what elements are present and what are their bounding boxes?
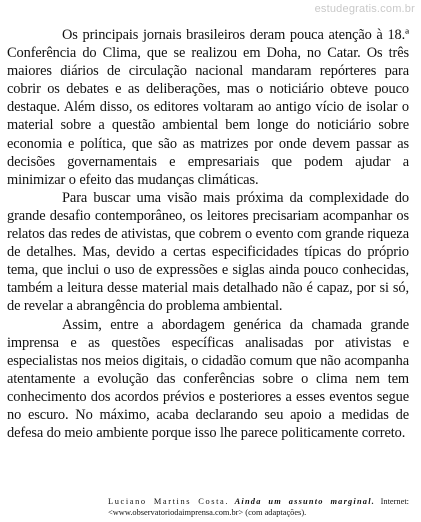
citation-source: Internet: <www.observatoriodaimprensa.com.br> (com adaptações).: [108, 497, 409, 517]
citation-author: Luciano Martins Costa.: [108, 497, 230, 506]
site-watermark: estudegratis.com.br: [314, 3, 415, 15]
paragraph-3: Assim, entre a abordagem genérica da chamada grande imprensa e as questões específicas analisadas por ativistas e especialistas nos meios digitais, o cidadão comum que não acompanha atentamente a evolução das conferências sobre o clima nem tem conhecimento dos acordos prévios e posteriores a esses eventos segue no escuro. No máximo, acaba declarando seu apoio a medidas de defesa do meio ambiente porque isso lhe parece politicamente correto.: [7, 316, 409, 442]
article-text: [7, 26, 409, 442]
paragraph-2: Para buscar uma visão mais próxima da complexidade do grande desafio contemporâneo, os leitores precisariam acompanhar os relatos das redes de ativistas, que cobrem o evento com grande riqueza de detalhes. Mas, devido a certas especificidades típicas do próprio tema, que inclui o uso de expressões e siglas ainda pouco conhecidas, também a leitura desse material mais detalhado não é capaz, por si só, de revelar a abrangência do problema ambiental.: [7, 189, 409, 315]
source-citation: [108, 497, 409, 518]
paragraph-1: Os principais jornais brasileiros deram pouca atenção à 18.ª Conferência do Clima, que se realizou em Doha, no Catar. Os três maiores diários de circulação nacional mandaram repórteres para cobrir os debates e as deliberações, mas o noticiário obteve pouco destaque. Além disso, os editores voltaram ao antigo vício de isolar o material sobre a questão ambiental bem longe do noticiário sobre economia e política, que são as matrizes por onde devem passar as decisões governamentais e empresariais que podem ajudar a minimizar o efeito das mudanças climáticas.: [7, 27, 409, 188]
citation-title: Ainda um assunto marginal.: [234, 497, 376, 506]
